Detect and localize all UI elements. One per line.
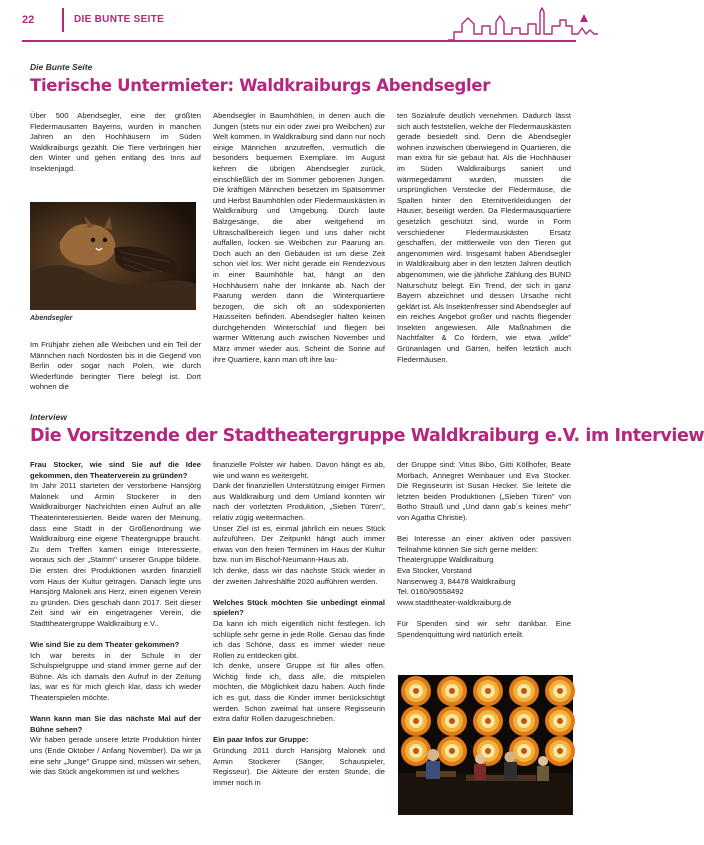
- donation-note: Für Spenden sind wir sehr dankbar. Eine Spendenquittung wird natürlich erteilt.: [397, 618, 571, 639]
- interview-question: Welches Stück möchten Sie unbedingt einmal spielen?: [213, 597, 385, 618]
- wallpaper-ring: [557, 688, 563, 694]
- contact-intro: Bei Interesse an einer aktiven oder passiven Teilnahme können Sie sich gerne melden:: [397, 534, 571, 554]
- interview-question: Wie sind Sie zu dem Theater gekommen?: [30, 640, 180, 650]
- wallpaper-ring: [485, 718, 491, 724]
- paragraph: ten Sozialrufe deutlich vernehmen. Dadurch lässt sich auch feststellen, welche der Fledermauskästen gerade besiedelt sind. Denn die Abendsegler wohnen inzwischen überwiegend in Quartieren, die man extra für sie gebaut hat. Als die Hochhäuser im Süden Waldkraiburgs saniert und wärmegedämmt wurden, mussten die ursprünglichen Verstecke der Fledermäuse, die Spalten hinter den Eternitverkleidungen der Häuser, beseitigt werden. Da Fledermausquartiere gesetzlich geschützt sind, wurde in Form verschiedener Fledermauskästen Ersatz geschaffen, der mittlerweile von den Tieren gut angenommen wird. Insgesamt haben Abendsegler in Waldkraiburg aber in den letzten Jahren deutlich abgenommen, wie die jährliche Zählung des BUND Naturschutz belegt. Ein Trend, der sich in ganz Bayern abzeichnet und dessen Ursache nicht geklärt ist. Als Insektenfresser sind Abendsegler auf ein reiches Angebot großer und nachts fliegender Insekten angewiesen. Alle Maßnahmen die Nachtfalter & Co fördern, wie etwa „wilde" Grünanlagen und Gärten, helfen letztlich auch Fledermäusen.: [397, 111, 571, 364]
- section-title: DIE BUNTE SEITE: [74, 14, 165, 25]
- wallpaper-ring: [521, 688, 527, 694]
- photo-caption: Abendsegler: [30, 315, 73, 322]
- stage-photo: [398, 675, 573, 815]
- wallpaper-ring: [449, 748, 455, 754]
- interview-column-3: [397, 460, 571, 651]
- article-column-3: [397, 111, 571, 365]
- interview-answer: Im Jahr 2011 starteten der verstorbene Hansjörg Malonek und Armin Stockerer in den Waldkraiburger Nachrichten einen Aufruf an alle Theaterinteressierten. Beide waren der Meinung, dass eine Stadt in der Größenordnung wie Waldkraiburg eine eigene Theatergruppe braucht. Zu dem Treffen kamen einige Interessierte, woraus sich der „Stamm" unserer Gruppe bildete. Die ersten drei Produktionen wurden finanziell vom Haus der Kultur getragen. Danach legte uns Hansjörg Malonek ans Herz, einen eigenen Verein zu gründen. Dies geschah dann 2017. Seit dieser Zeit sind wir ein eingetragener Verein, die Stadttheatergruppe Waldkraiburg e.V..: [30, 481, 201, 628]
- paragraph: der Gruppe sind: Vitus Bibo, Gitti Köllhofer, Beate Morbach, Annegret Weinbauer und Eva Stocker. Die Regisseurin ist Susan Hecker. Sie leitete die letzten beiden Produktionen („Sieben Türen" von Botho Strauß und „Und dann gab´s keines mehr" von Agatha Christie).: [397, 460, 571, 522]
- contact-block: [397, 555, 571, 608]
- contact-website: www.stadttheater-waldkraiburg.de: [397, 597, 512, 607]
- wallpaper-ring: [413, 688, 419, 694]
- paragraph: Dank der finanziellen Unterstützung einiger Firmen aus Waldkraiburg und dem Umland konnten wir nach der vorletzten Produktion, „Sieben Türen", relativ zügig weitermachen.: [213, 481, 385, 522]
- contact-phone: Tel. 0160/90558492: [397, 587, 464, 597]
- header-rule: [22, 40, 576, 42]
- wallpaper-ring: [557, 718, 563, 724]
- article-column-1-bottom: [30, 340, 201, 393]
- paragraph: finanzielle Polster wir haben. Davon hängt es ab, wie und wann es weitergeht.: [213, 460, 385, 480]
- article-kicker: Interview: [30, 412, 67, 422]
- interview-question: Frau Stocker, wie sind Sie auf die Idee gekommen, den Theaterverein zu gründen?: [30, 460, 201, 480]
- paragraph: Abendsegler in Baumhöhlen, in denen auch die Jungen (stets nur ein oder zwei pro Weibchen) zur Welt kommen. In Waldkraiburg sind dann nur noch einige Männchen anzutreffen, vermutlich die besonders bequemen Exemplare. Im August kehren die übrigen Abendsegler zurück, einschließlich der im Sommer geborenen Jungen. Die kräftigen Männchen besetzen im Spätsommer und Herbst Baumhöhlen oder Fledermauskästen in Waldkraiburg und Umgebung. Durch laute Balzgesänge, die aber weitgehend im Ultraschallbereich liegen und uns daher nicht auffallen, locken sie Weibchen zur Paarung an. Doch auch an den Gebäuden ist um diese Zeit schon viel los: Wer nicht gerade ein Rendezvous in einer Baumhöhle hat, hängt an den Hochhäusern nahe der Innkante ab. Nach der Paarung werden dann die Winterquartiere bezogen, die sich oft an südexponierten Hausseiten befinden. Abendsegler halten keinen durchgehenden Winterschlaf und fliegen bei warmer Witterung auch zwischen November und März immer wieder aus. Scheint die Sonne auf ihre Quartiere, kann man oft ihre lau-: [213, 111, 385, 364]
- bat-image: [30, 202, 196, 310]
- article-kicker: Die Bunte Seite: [30, 62, 93, 72]
- interview-answer: Wir haben gerade unsere letzte Produktion hinter uns (Ende Oktober / Anfang November). Da wir ja eine sehr „Junge" Gruppe sind, müssen wir sehen, wie das Stück angekommen ist und welches: [30, 735, 201, 777]
- article-headline: Die Vorsitzende der Stadtheatergruppe Waldkraiburg e.V. im Interview: [30, 426, 704, 446]
- interview-answer: Gründung 2011 durch Hansjörg Malonek und Armin Stockerer (Sänger, Schauspieler, Regisseur). Die Akteure der ersten Stunde, die immer noch in: [213, 746, 385, 787]
- paragraph: Über 500 Abendsegler, eine der größten Fledermausarten Bayerns, wurden in manchen Jahren an den Hochhäusern im Süden Waldkraiburgs gezählt. Die Tiere verbringen hier den Winter und gehen entlang des Inns auf Insektenjagd.: [30, 111, 201, 173]
- page-number: 22: [22, 14, 35, 26]
- wallpaper-ring: [485, 688, 491, 694]
- wallpaper-ring: [521, 718, 527, 724]
- paragraph: Unser Ziel ist es, einmal jährlich ein neues Stück aufzuführen. Der Zeitpunkt hängt auch immer etwas von den freien Terminen im Haus der Kultur bzw. nun im Bischof-Neumann-Haus ab.: [213, 523, 385, 565]
- wallpaper-ring: [449, 688, 455, 694]
- header-divider: [62, 8, 64, 32]
- interview-question: Ein paar Infos zur Gruppe:: [213, 735, 309, 745]
- wallpaper-ring: [485, 748, 491, 754]
- wallpaper-ring: [521, 748, 527, 754]
- article-headline: Tierische Untermieter: Waldkraiburgs Abendsegler: [30, 76, 491, 95]
- contact-line: Nansenweg 3, 84478 Waldkraiburg: [397, 576, 516, 586]
- wallpaper-ring: [449, 718, 455, 724]
- paragraph: Im Frühjahr ziehen alle Weibchen und ein Teil der Männchen nach Nordosten bis in die Gegend von Berlin oder sogar nach Polen, wie durch Wiederfünde beringter Tiere belegt ist. Dort wohnen die: [30, 340, 201, 392]
- paragraph: Ich denke, dass wir das nächste Stück wieder in der zweiten Jahreshälfte 2020 aufführen werden.: [213, 565, 385, 586]
- contact-line: Theatergruppe Waldkraiburg: [397, 555, 494, 565]
- wallpaper-ring: [413, 748, 419, 754]
- theater-image: [398, 675, 573, 815]
- contact-line: Eva Stocker, Vorstand: [397, 565, 472, 575]
- interview-question: Wann kann man Sie das nächste Mal auf der Bühne sehen?: [30, 714, 201, 734]
- skyline-icon: [448, 4, 598, 42]
- interview-column-2: [213, 460, 385, 788]
- interview-column-1: [30, 460, 201, 778]
- interview-answer: Ich denke, unsere Gruppe ist für alles offen. Wichtig finde ich, dass alle, die mitspielen möchten, die Möglichkeit dazu haben. Auch finde ich es gut, dass die Kinder immer berücksichtigt werden. Schon zweimal hat unsere Regisseurin extra dafür Rollen dazugeschrieben.: [213, 661, 385, 724]
- bat-photo: [30, 202, 196, 310]
- article-column-1-top: [30, 111, 201, 175]
- wallpaper-ring: [557, 748, 563, 754]
- article-column-2: [213, 111, 385, 365]
- interview-answer: Da kann ich mich eigentlich nicht festlegen. Ich schlüpfe sehr gerne in jede Rolle. Genau das finde ich das Schöne, dass es immer wieder neue Rollen zu entdecken gibt.: [213, 618, 385, 660]
- interview-answer: Ich war bereits in der Schule in der Schulspielgruppe und stand immer gerne auf der Bühne. Als ich damals den Aufruf in der Zeitung las, war es für mich gleich klar, dass ich wieder Theaterspielen möchte.: [30, 650, 201, 703]
- wallpaper-ring: [413, 718, 419, 724]
